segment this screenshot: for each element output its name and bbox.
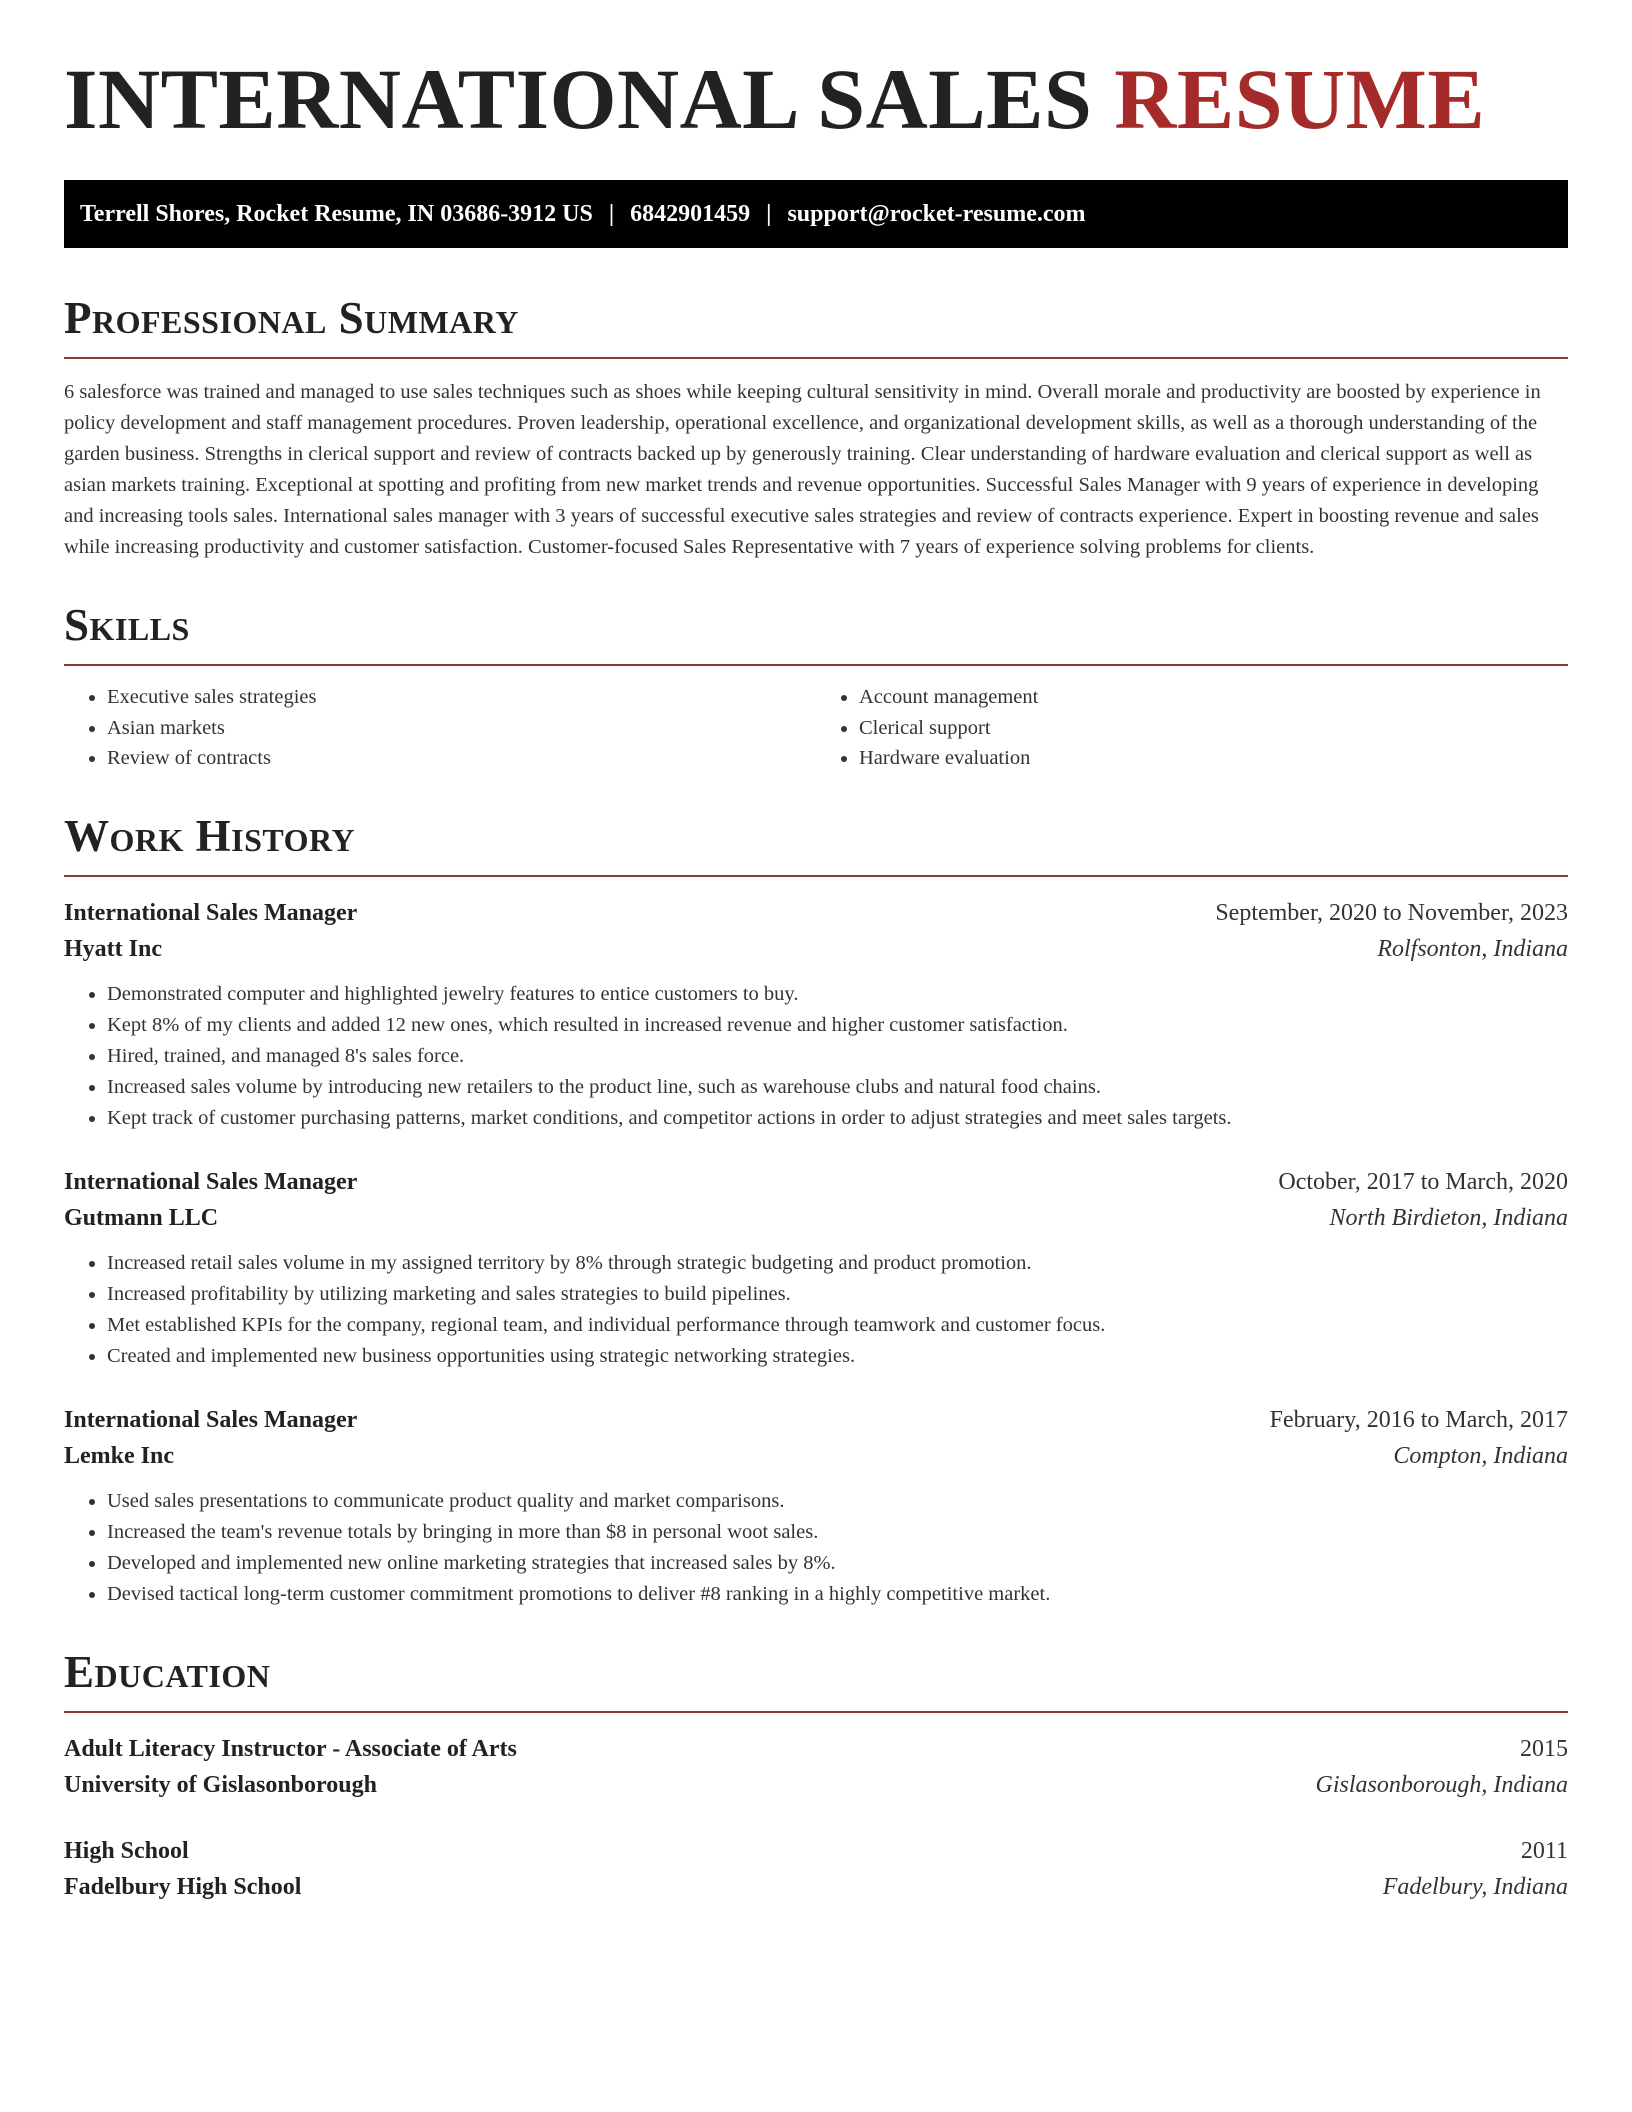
section-divider (64, 664, 1568, 666)
job-bullets (64, 979, 1568, 1134)
education-year: 2015 (1520, 1735, 1568, 1762)
skills-column-left (64, 682, 816, 774)
job-entry (64, 895, 1568, 1134)
job-entry (64, 1402, 1568, 1610)
education-degree: High School (64, 1837, 189, 1864)
skills-list (64, 682, 1568, 774)
job-bullet: • Used sales presentations to communicate product quality and market comparisons. (107, 1486, 1568, 1517)
contact-phone: 6842901459 (630, 200, 751, 227)
section-divider (64, 357, 1568, 359)
job-location: North Birdieton, Indiana (1329, 1204, 1568, 1231)
job-role: International Sales Manager (64, 1406, 358, 1433)
job-role: International Sales Manager (64, 899, 358, 926)
section-title-summary: Professional Summary (64, 293, 519, 343)
job-bullet: • Increased profitability by utilizing marketing and sales strategies to build pipelines. (107, 1279, 1568, 1310)
contact-separator: | (608, 200, 615, 227)
skill-item: • Clerical support (859, 713, 1568, 744)
job-bullet: • Kept 8% of my clients and added 12 new ones, which resulted in increased revenue and higher customer satisfaction. (107, 1010, 1568, 1041)
job-dates: February, 2016 to March, 2017 (1269, 1406, 1568, 1433)
education-location: Fadelbury, Indiana (1382, 1873, 1568, 1900)
job-dates: September, 2020 to November, 2023 (1215, 899, 1568, 926)
skills-column-right (816, 682, 1568, 774)
job-entry (64, 1164, 1568, 1372)
skill-item: • Account management (859, 682, 1568, 713)
education-year: 2011 (1520, 1837, 1568, 1864)
job-bullet: • Hired, trained, and managed 8's sales force. (107, 1041, 1568, 1072)
education-school: University of Gislasonborough (64, 1771, 377, 1798)
section-title-skills: Skills (64, 600, 190, 650)
job-bullet: • Kept track of customer purchasing patterns, market conditions, and competitor actions in order to adjust strategies and meet sales targets. (107, 1103, 1568, 1134)
job-bullet: • Met established KPIs for the company, regional team, and individual performance through teamwork and customer focus. (107, 1310, 1568, 1341)
job-dates: October, 2017 to March, 2020 (1278, 1168, 1568, 1195)
job-bullets (64, 1486, 1568, 1610)
job-bullet: • Demonstrated computer and highlighted jewelry features to entice customers to buy. (107, 979, 1568, 1010)
job-location: Rolfsonton, Indiana (1377, 935, 1568, 962)
contact-bar (64, 180, 1568, 248)
contact-separator: | (766, 200, 772, 227)
job-company: Hyatt Inc (64, 935, 162, 962)
section-divider (64, 1711, 1568, 1713)
resume-title (64, 0, 1568, 147)
job-bullet: • Increased retail sales volume in my assigned territory by 8% through strategic budgeting and product promotion. (107, 1248, 1568, 1279)
contact-email: support@rocket-resume.com (787, 200, 1086, 227)
education-entry (64, 1833, 1568, 1905)
education-entry (64, 1731, 1568, 1803)
job-bullet: • Devised tactical long-term customer commitment promotions to deliver #8 ranking in a highly competitive market. (107, 1579, 1568, 1610)
job-bullet: • Increased the team's revenue totals by bringing in more than $8 in personal woot sales. (107, 1517, 1568, 1548)
education-school: Fadelbury High School (64, 1873, 302, 1900)
skill-item: • Asian markets (107, 713, 816, 744)
education-location: Gislasonborough, Indiana (1315, 1771, 1568, 1798)
job-location: Compton, Indiana (1393, 1442, 1568, 1469)
job-bullet: • Increased sales volume by introducing new retailers to the product line, such as warehouse clubs and natural food chains. (107, 1072, 1568, 1103)
job-bullet: • Created and implemented new business opportunities using strategic networking strategies. (107, 1341, 1568, 1372)
job-bullets (64, 1248, 1568, 1372)
skill-item: • Executive sales strategies (107, 682, 816, 713)
section-title-education: Education (64, 1646, 271, 1697)
education-degree: Adult Literacy Instructor - Associate of Arts (64, 1735, 517, 1762)
job-role: International Sales Manager (64, 1168, 358, 1195)
job-bullet: • Developed and implemented new online marketing strategies that increased sales by 8%. (107, 1548, 1568, 1579)
section-divider (64, 875, 1568, 877)
title-main: INTERNATIONAL SALES (64, 51, 1115, 147)
section-title-work-history: Work History (64, 810, 356, 861)
skill-item: • Review of contracts (107, 743, 816, 774)
contact-address: Terrell Shores, Rocket Resume, IN 03686-3912 US (80, 200, 593, 227)
summary-text: 6 salesforce was trained and managed to use sales techniques such as shoes while keeping cultural sensitivity in mind. Overall morale and productivity are boosted by experience in policy development and staff management procedures. Proven leadership, operational excellence, and organizational development skills, as well as a thorough understanding of the garden business. Strengths in clerical support and review of contracts backed up by generously training. Clear understanding of hardware evaluation and clerical support as well as asian markets training. Exceptional at spotting and profiting from new market trends and revenue opportunities. Successful Sales Manager with 9 years of experience in developing and increasing tools sales. International sales manager with 3 years of successful executive sales strategies and review of contracts experience. Expert in boosting revenue and sales while increasing productivity and customer satisfaction. Customer-focused Sales Representative with 7 years of experience solving problems for clients. (64, 381, 1541, 558)
skill-item: • Hardware evaluation (859, 743, 1568, 774)
job-company: Gutmann LLC (64, 1204, 219, 1231)
job-company: Lemke Inc (64, 1442, 174, 1469)
title-accent: RESUME (1114, 51, 1486, 147)
